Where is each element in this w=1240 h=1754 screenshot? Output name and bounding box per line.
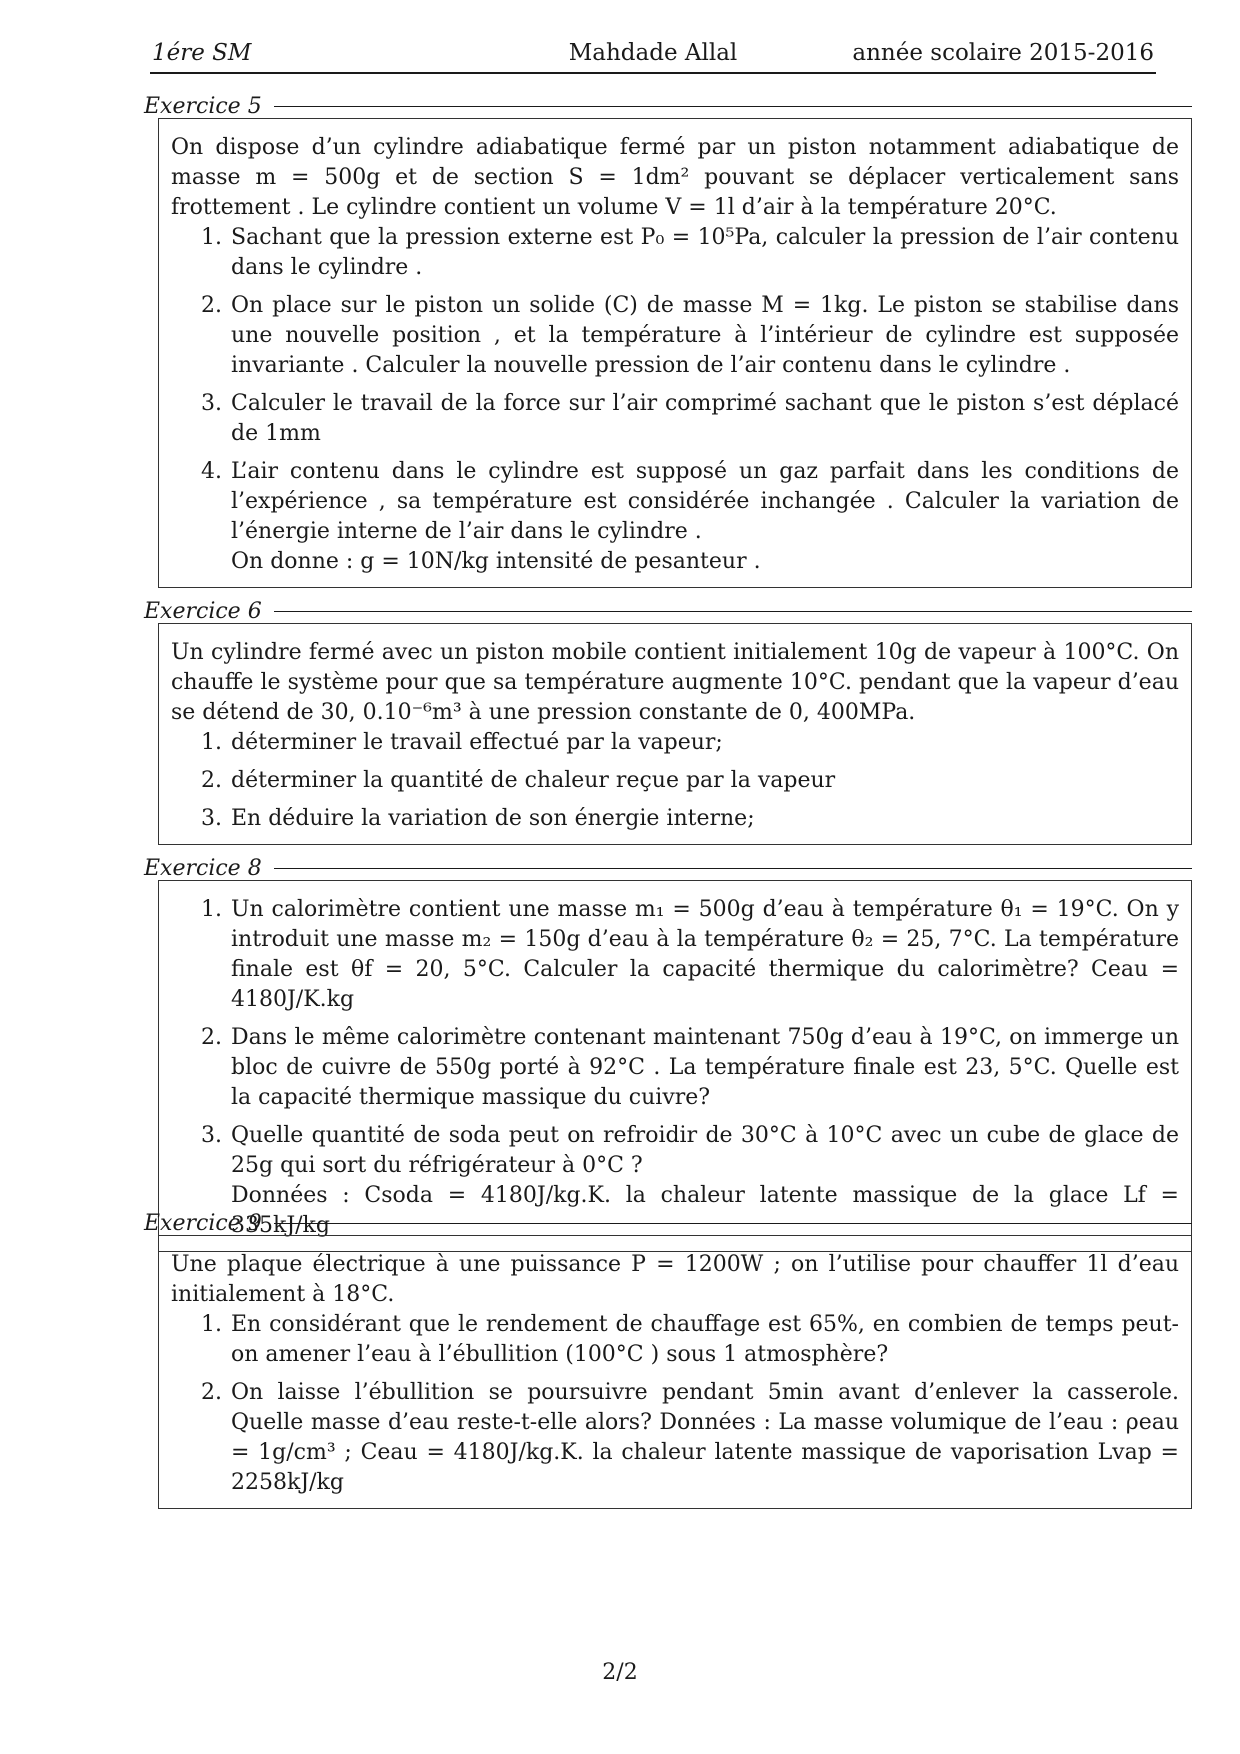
question-number: 4.	[201, 459, 222, 484]
title-rule	[274, 1223, 1192, 1224]
question-item	[171, 728, 1179, 758]
question-item	[171, 804, 1179, 834]
question-item	[171, 1023, 1179, 1113]
exercise-8-title-bar	[144, 856, 1192, 881]
question-text: Dans le même calorimètre contenant maintenant 750g d’eau à 19°C, on immerge un bloc de cuivre de 550g porté à 92°C . La température finale est 23, 5°C. Quelle est la capacité thermique massique du cuivre?	[231, 1025, 1179, 1110]
exercise-5-intro: On dispose d’un cylindre adiabatique fermé par un piston notamment adiabatique de masse m = 500g et de section S = 1dm² pouvant se déplacer verticalement sans frottement . Le cylindre contient un volume V = 1l d’air à la température 20°C.	[171, 135, 1179, 220]
exercise-9-title-bar	[144, 1211, 1192, 1236]
question-text: Calculer le travail de la force sur l’air comprimé sachant que le piston s’est déplacé de 1mm	[231, 391, 1179, 446]
page-number: 2/2	[602, 1660, 638, 1685]
exercise-6-questions	[171, 728, 1179, 834]
exercise-9-intro: Une plaque électrique à une puissance P = 1200W ; on l’utilise pour chauffer 1l d’eau initialement à 18°C.	[171, 1252, 1179, 1307]
question-text: On laisse l’ébullition se poursuivre pendant 5min avant d’enlever la casserole. Quelle masse d’eau reste-t-elle alors? Données : La masse volumique de l’eau : ρeau = 1g/cm³ ; Ceau = 4180J/kg.K. la chaleur latente massique de vaporisation Lvap = 2258kJ/kg	[231, 1380, 1179, 1495]
question-text: Un calorimètre contient une masse m₁ = 500g d’eau à température θ₁ = 19°C. On y introduit une masse m₂ = 150g d’eau à la température θ₂ = 25, 7°C. La température finale est θf = 20, 5°C. Calculer la capacité thermique du calorimètre? Ceau = 4180J/K.kg	[231, 897, 1179, 1012]
exercise-5-questions	[171, 223, 1179, 577]
exercise-8	[144, 856, 1192, 1252]
question-text: En considérant que le rendement de chauffage est 65%, en combien de temps peut-on amener l’eau à l’ébullition (100°C ) sous 1 atmosphère?	[231, 1312, 1179, 1367]
question-item	[171, 389, 1179, 449]
question-text: Sachant que la pression externe est P₀ = 10⁵Pa, calculer la pression de l’air contenu dans le cylindre .	[231, 225, 1179, 280]
question-text: Quelle quantité de soda peut on refroidir de 30°C à 10°C avec un cube de glace de 25g qui sort du réfrigérateur à 0°C ?	[231, 1123, 1179, 1178]
class-label: 1ére SM	[152, 40, 252, 66]
exercise-8-questions	[171, 895, 1179, 1241]
question-item	[171, 291, 1179, 381]
question-note: Données : Csoda = 4180J/kg.K. la chaleur latente massique de la glace Lf = 335kJ/kg	[231, 1183, 1179, 1238]
title-rule	[274, 611, 1192, 612]
question-item	[171, 457, 1179, 577]
exercise-9	[144, 1211, 1192, 1509]
exercise-5-title: Exercice 5	[144, 94, 262, 119]
question-number: 3.	[201, 806, 222, 831]
question-item	[171, 223, 1179, 283]
question-number: 1.	[201, 225, 222, 250]
question-item	[171, 1310, 1179, 1370]
question-text: déterminer la quantité de chaleur reçue par la vapeur	[231, 768, 836, 793]
exercise-6-intro: Un cylindre fermé avec un piston mobile contient initialement 10g de vapeur à 100°C. On chauffe le système pour que sa température augmente 10°C. pendant que la vapeur d’eau se détend de 30, 0.10⁻⁶m³ à une pression constante de 0, 400MPa.	[171, 640, 1179, 725]
exercise-5-title-bar	[144, 94, 1192, 119]
question-number: 2.	[201, 1025, 222, 1050]
school-year: année scolaire 2015-2016	[852, 40, 1154, 66]
question-number: 1.	[201, 897, 222, 922]
exercise-8-box	[158, 880, 1192, 1252]
exercise-9-box	[158, 1235, 1192, 1509]
question-item	[171, 895, 1179, 1015]
exercise-6	[144, 599, 1192, 845]
question-number: 3.	[201, 391, 222, 416]
exercise-6-title: Exercice 6	[144, 599, 262, 624]
question-text: L’air contenu dans le cylindre est supposé un gaz parfait dans les conditions de l’expérience , sa température est considérée inchangée . Calculer la variation de l’énergie interne de l’air dans le cylindre .	[231, 459, 1179, 544]
exercise-8-title: Exercice 8	[144, 856, 262, 881]
exercise-6-box	[158, 623, 1192, 845]
question-number: 1.	[201, 1312, 222, 1337]
page-header	[150, 38, 1156, 74]
question-text: On place sur le piston un solide (C) de masse M = 1kg. Le piston se stabilise dans une nouvelle position , et la température à l’intérieur de cylindre est supposée invariante . Calculer la nouvelle pression de l’air contenu dans le cylindre .	[231, 293, 1179, 378]
question-note: On donne : g = 10N/kg intensité de pesanteur .	[231, 549, 761, 574]
question-text: déterminer le travail effectué par la vapeur;	[231, 730, 723, 755]
question-number: 2.	[201, 768, 222, 793]
question-number: 2.	[201, 1380, 222, 1405]
exercise-5	[144, 94, 1192, 588]
exercise-6-title-bar	[144, 599, 1192, 624]
author-name: Mahdade Allal	[568, 40, 738, 66]
exercise-9-title: Exercice 9	[144, 1211, 262, 1236]
title-rule	[274, 106, 1192, 107]
title-rule	[274, 868, 1192, 869]
exercise-9-questions	[171, 1310, 1179, 1498]
question-item	[171, 766, 1179, 796]
question-number: 2.	[201, 293, 222, 318]
question-number: 1.	[201, 730, 222, 755]
question-number: 3.	[201, 1123, 222, 1148]
question-item	[171, 1378, 1179, 1498]
question-text: En déduire la variation de son énergie interne;	[231, 806, 755, 831]
exercise-5-box	[158, 118, 1192, 588]
